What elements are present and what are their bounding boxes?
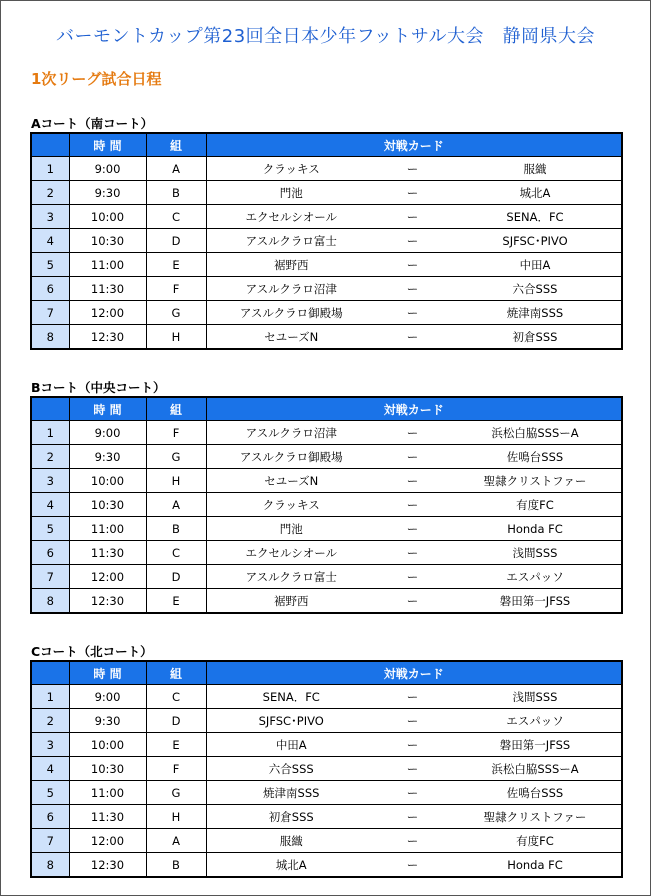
time-cell: 10:30 [69, 757, 146, 781]
away-team-cell: 有度FC [449, 829, 622, 853]
table-row [31, 157, 622, 181]
match-number-cell: 6 [31, 541, 69, 565]
versus-cell: ー [376, 589, 449, 614]
time-cell: 12:00 [69, 565, 146, 589]
away-team-cell: 浅間SSS [449, 685, 622, 709]
court-c-schedule-table [30, 660, 623, 878]
group-cell: A [146, 157, 206, 181]
away-team-cell: SJFSC･PIVO [449, 229, 622, 253]
away-team-cell: 焼津南SSS [449, 301, 622, 325]
home-team-cell: クラッキス [206, 157, 376, 181]
time-cell: 10:30 [69, 229, 146, 253]
group-cell: B [146, 517, 206, 541]
header-time: 時 間 [69, 661, 146, 685]
page-title: バーモントカップ第23回全日本少年フットサル大会 静岡県大会 [55, 26, 596, 47]
table-row [31, 469, 622, 493]
time-cell: 11:30 [69, 277, 146, 301]
home-team-cell: 中田A [206, 733, 376, 757]
match-number-cell: 8 [31, 853, 69, 878]
match-number-cell: 4 [31, 757, 69, 781]
page-subtitle: 1次リーグ試合日程 [31, 70, 162, 88]
table-row [31, 181, 622, 205]
versus-cell: ー [376, 709, 449, 733]
group-cell: E [146, 253, 206, 277]
table-row [31, 757, 622, 781]
away-team-cell: エスパッソ [449, 709, 622, 733]
time-cell: 10:30 [69, 493, 146, 517]
home-team-cell: 門池 [206, 181, 376, 205]
group-cell: D [146, 229, 206, 253]
time-cell: 11:30 [69, 541, 146, 565]
court-a-rows [31, 157, 622, 350]
group-cell: H [146, 805, 206, 829]
table-row [31, 445, 622, 469]
table-row [31, 709, 622, 733]
table-row [31, 829, 622, 853]
time-cell: 12:30 [69, 853, 146, 878]
table-row [31, 805, 622, 829]
away-team-cell: 有度FC [449, 493, 622, 517]
table-row [31, 541, 622, 565]
table-header-row [31, 397, 622, 421]
table-row [31, 685, 622, 709]
table-row [31, 733, 622, 757]
versus-cell: ー [376, 493, 449, 517]
time-cell: 10:00 [69, 205, 146, 229]
time-cell: 9:00 [69, 157, 146, 181]
match-number-cell: 5 [31, 517, 69, 541]
table-row [31, 253, 622, 277]
away-team-cell: 磐田第一JFSS [449, 589, 622, 614]
away-team-cell: SENA．FC [449, 205, 622, 229]
time-cell: 10:00 [69, 733, 146, 757]
time-cell: 9:30 [69, 709, 146, 733]
group-cell: G [146, 445, 206, 469]
versus-cell: ー [376, 565, 449, 589]
match-number-cell: 2 [31, 181, 69, 205]
home-team-cell: アスルクラロ富士 [206, 565, 376, 589]
match-number-cell: 3 [31, 733, 69, 757]
match-number-cell: 1 [31, 421, 69, 445]
header-match: 対戦カード [206, 661, 622, 685]
court-b-schedule-table [30, 396, 623, 614]
group-cell: H [146, 325, 206, 350]
table-row [31, 325, 622, 350]
versus-cell: ー [376, 733, 449, 757]
versus-cell: ー [376, 421, 449, 445]
header-time: 時 間 [69, 397, 146, 421]
time-cell: 12:00 [69, 829, 146, 853]
home-team-cell: アスルクラロ御殿場 [206, 301, 376, 325]
home-team-cell: 門池 [206, 517, 376, 541]
match-number-cell: 8 [31, 325, 69, 350]
time-cell: 10:00 [69, 469, 146, 493]
match-number-cell: 7 [31, 301, 69, 325]
header-match: 対戦カード [206, 397, 622, 421]
header-time: 時 間 [69, 133, 146, 157]
header-no [31, 133, 69, 157]
table-header-row [31, 661, 622, 685]
versus-cell: ー [376, 253, 449, 277]
group-cell: C [146, 205, 206, 229]
match-number-cell: 6 [31, 805, 69, 829]
home-team-cell: 六合SSS [206, 757, 376, 781]
home-team-cell: セユーズN [206, 469, 376, 493]
versus-cell: ー [376, 469, 449, 493]
away-team-cell: 磐田第一JFSS [449, 733, 622, 757]
match-number-cell: 2 [31, 709, 69, 733]
match-number-cell: 2 [31, 445, 69, 469]
away-team-cell: 聖隷クリストファー [449, 469, 622, 493]
court-c-title: Cコート（北コート） [31, 644, 153, 659]
match-number-cell: 1 [31, 157, 69, 181]
versus-cell: ー [376, 325, 449, 350]
match-number-cell: 5 [31, 253, 69, 277]
versus-cell: ー [376, 181, 449, 205]
versus-cell: ー [376, 757, 449, 781]
home-team-cell: クラッキス [206, 493, 376, 517]
table-row [31, 589, 622, 614]
home-team-cell: 服織 [206, 829, 376, 853]
time-cell: 11:00 [69, 253, 146, 277]
away-team-cell: エスパッソ [449, 565, 622, 589]
table-row [31, 781, 622, 805]
home-team-cell: エクセルシオール [206, 205, 376, 229]
away-team-cell: 佐鳴台SSS [449, 781, 622, 805]
away-team-cell: 聖隷クリストファー [449, 805, 622, 829]
time-cell: 12:30 [69, 589, 146, 614]
home-team-cell: 裾野西 [206, 253, 376, 277]
away-team-cell: 浅間SSS [449, 541, 622, 565]
home-team-cell: SENA．FC [206, 685, 376, 709]
time-cell: 11:00 [69, 781, 146, 805]
header-no [31, 397, 69, 421]
time-cell: 11:00 [69, 517, 146, 541]
match-number-cell: 3 [31, 469, 69, 493]
group-cell: C [146, 685, 206, 709]
table-row [31, 421, 622, 445]
versus-cell: ー [376, 853, 449, 878]
home-team-cell: 城北A [206, 853, 376, 878]
match-number-cell: 7 [31, 565, 69, 589]
table-row [31, 229, 622, 253]
table-row [31, 565, 622, 589]
versus-cell: ー [376, 781, 449, 805]
group-cell: F [146, 757, 206, 781]
time-cell: 9:30 [69, 181, 146, 205]
versus-cell: ー [376, 517, 449, 541]
court-a-title: Aコート（南コート） [31, 116, 154, 131]
group-cell: E [146, 733, 206, 757]
time-cell: 9:00 [69, 421, 146, 445]
court-c-rows [31, 685, 622, 878]
versus-cell: ー [376, 805, 449, 829]
header-group: 組 [146, 661, 206, 685]
versus-cell: ー [376, 301, 449, 325]
table-row [31, 205, 622, 229]
versus-cell: ー [376, 229, 449, 253]
group-cell: E [146, 589, 206, 614]
group-cell: C [146, 541, 206, 565]
versus-cell: ー [376, 829, 449, 853]
header-match: 対戦カード [206, 133, 622, 157]
home-team-cell: アスルクラロ御殿場 [206, 445, 376, 469]
match-number-cell: 3 [31, 205, 69, 229]
group-cell: B [146, 181, 206, 205]
group-cell: D [146, 709, 206, 733]
table-row [31, 277, 622, 301]
match-number-cell: 6 [31, 277, 69, 301]
home-team-cell: セユーズN [206, 325, 376, 350]
court-b-rows [31, 421, 622, 614]
time-cell: 11:30 [69, 805, 146, 829]
away-team-cell: 服織 [449, 157, 622, 181]
group-cell: F [146, 277, 206, 301]
group-cell: H [146, 469, 206, 493]
versus-cell: ー [376, 277, 449, 301]
home-team-cell: アスルクラロ富士 [206, 229, 376, 253]
home-team-cell: アスルクラロ沼津 [206, 277, 376, 301]
home-team-cell: エクセルシオール [206, 541, 376, 565]
home-team-cell: 裾野西 [206, 589, 376, 614]
group-cell: G [146, 301, 206, 325]
header-group: 組 [146, 397, 206, 421]
match-number-cell: 4 [31, 229, 69, 253]
time-cell: 12:30 [69, 325, 146, 350]
home-team-cell: 初倉SSS [206, 805, 376, 829]
versus-cell: ー [376, 685, 449, 709]
time-cell: 9:30 [69, 445, 146, 469]
table-row [31, 517, 622, 541]
away-team-cell: 六合SSS [449, 277, 622, 301]
group-cell: A [146, 829, 206, 853]
table-row [31, 853, 622, 878]
group-cell: G [146, 781, 206, 805]
versus-cell: ー [376, 157, 449, 181]
home-team-cell: アスルクラロ沼津 [206, 421, 376, 445]
time-cell: 9:00 [69, 685, 146, 709]
match-number-cell: 7 [31, 829, 69, 853]
home-team-cell: 焼津南SSS [206, 781, 376, 805]
header-group: 組 [146, 133, 206, 157]
match-number-cell: 5 [31, 781, 69, 805]
table-row [31, 301, 622, 325]
away-team-cell: Honda FC [449, 517, 622, 541]
away-team-cell: 初倉SSS [449, 325, 622, 350]
away-team-cell: 城北A [449, 181, 622, 205]
away-team-cell: 中田A [449, 253, 622, 277]
group-cell: B [146, 853, 206, 878]
away-team-cell: Honda FC [449, 853, 622, 878]
match-number-cell: 8 [31, 589, 69, 614]
court-b-title: Bコート（中央コート） [31, 380, 166, 395]
away-team-cell: 浜松白脇SSSーA [449, 421, 622, 445]
group-cell: D [146, 565, 206, 589]
header-no [31, 661, 69, 685]
table-row [31, 493, 622, 517]
match-number-cell: 4 [31, 493, 69, 517]
away-team-cell: 佐鳴台SSS [449, 445, 622, 469]
court-a-schedule-table [30, 132, 623, 350]
match-number-cell: 1 [31, 685, 69, 709]
versus-cell: ー [376, 445, 449, 469]
versus-cell: ー [376, 205, 449, 229]
time-cell: 12:00 [69, 301, 146, 325]
away-team-cell: 浜松白脇SSSーA [449, 757, 622, 781]
table-header-row [31, 133, 622, 157]
home-team-cell: SJFSC･PIVO [206, 709, 376, 733]
group-cell: A [146, 493, 206, 517]
versus-cell: ー [376, 541, 449, 565]
group-cell: F [146, 421, 206, 445]
